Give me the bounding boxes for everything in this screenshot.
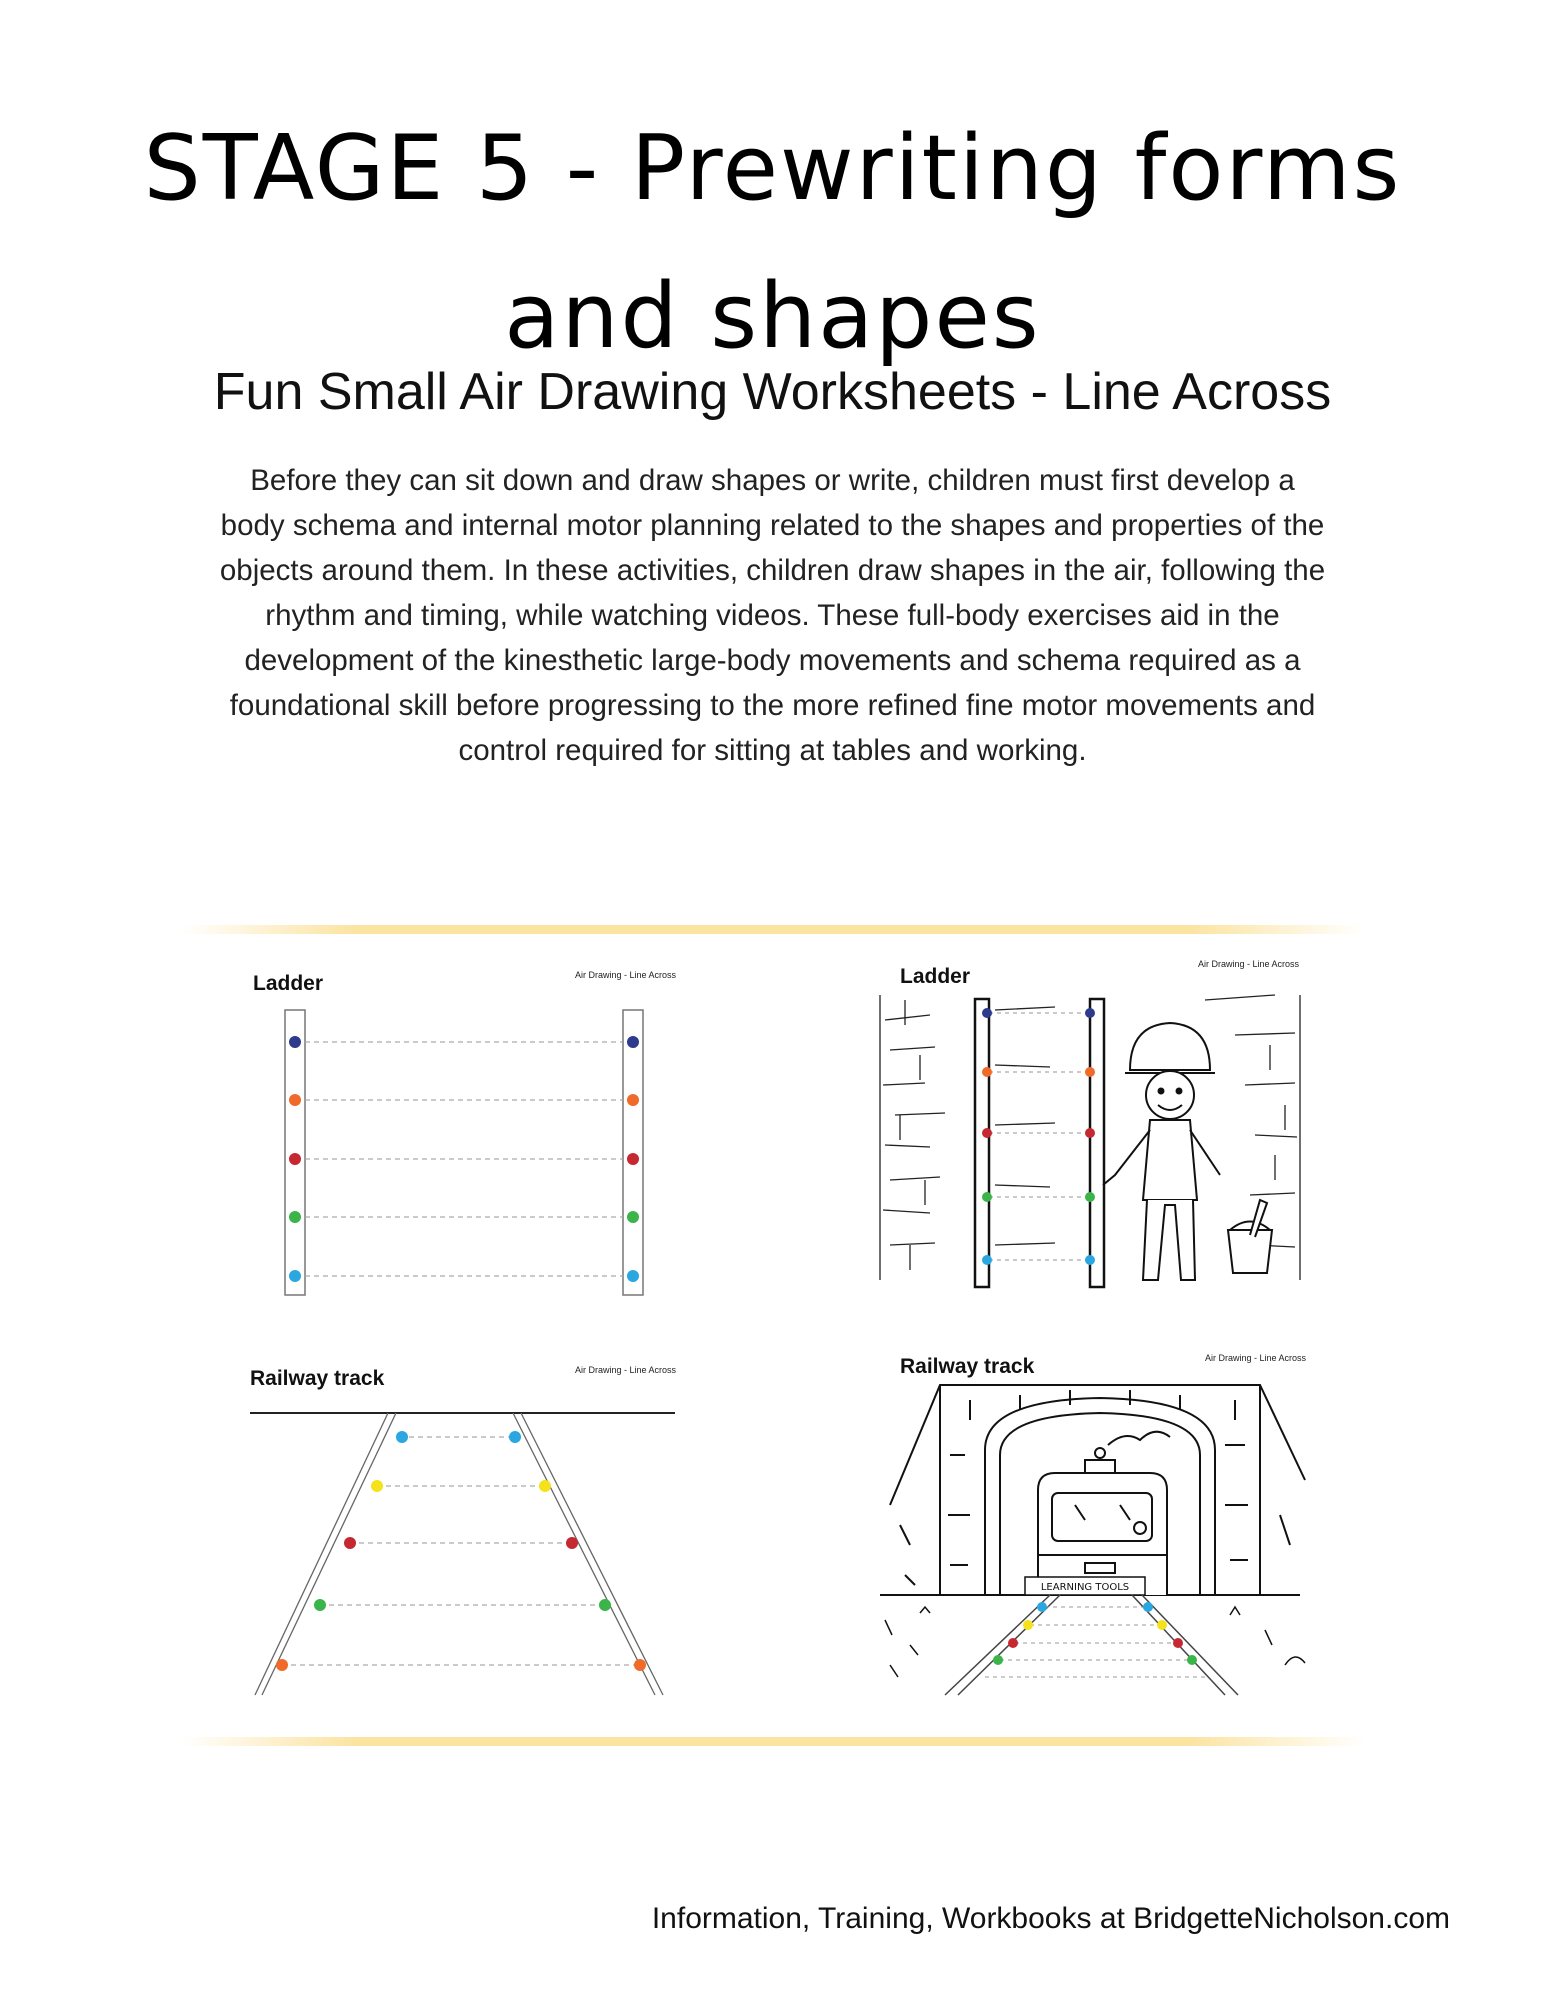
dot-orange: [1085, 1067, 1095, 1077]
dot-yellow: [539, 1480, 551, 1492]
dot-green: [314, 1599, 326, 1611]
dot-green: [1085, 1192, 1095, 1202]
worksheet-railway-plain: [250, 1355, 690, 1700]
dot-navy: [1085, 1008, 1095, 1018]
worksheet-ladder-illustrated: [875, 955, 1305, 1300]
page-subtitle: Fun Small Air Drawing Worksheets - Line Across: [213, 363, 1332, 421]
railway-rails: [945, 1595, 1238, 1695]
dot-blue: [396, 1431, 408, 1443]
worksheet-tag: Air Drawing - Line Across: [1205, 1353, 1307, 1363]
dot-yellow: [371, 1480, 383, 1492]
dot-green: [599, 1599, 611, 1611]
dot-red: [982, 1128, 992, 1138]
ladder-right-rail: [623, 1010, 643, 1295]
dot-blue: [1085, 1255, 1095, 1265]
ladder-right-rail: [1090, 999, 1104, 1287]
railway-drawing: [250, 1355, 690, 1700]
intro-line: rhythm and timing, while watching videos. These full-body exercises aid in the: [265, 599, 1280, 632]
train-sign-text: LEARNING TOOLS: [1040, 1582, 1130, 1593]
dot-green: [993, 1655, 1003, 1665]
dot-blue: [1037, 1602, 1047, 1612]
dot-orange: [982, 1067, 992, 1077]
ground-marks: [885, 1607, 1305, 1677]
railway-tunnel-drawing: [870, 1345, 1310, 1700]
ladder-drawing: [245, 960, 695, 1305]
dot-green: [289, 1211, 301, 1223]
dot-yellow: [1023, 1620, 1033, 1630]
dot-navy: [289, 1036, 301, 1048]
dot-blue: [982, 1255, 992, 1265]
paint-bucket: [1228, 1200, 1272, 1273]
ladder-left-rail: [285, 1010, 305, 1295]
dot-red: [344, 1537, 356, 1549]
intro-line: Before they can sit down and draw shapes or write, children must first develop a: [250, 464, 1295, 497]
worksheet-ladder-plain: [245, 960, 695, 1305]
worksheet-railway-illustrated: [870, 1345, 1310, 1700]
railway-rails: [255, 1413, 663, 1695]
railway-dots: [993, 1602, 1197, 1665]
worksheet-tag: Air Drawing - Line Across: [575, 1365, 677, 1375]
dot-red: [1173, 1638, 1183, 1648]
dot-blue: [1143, 1602, 1153, 1612]
page-title-line-2: and shapes: [504, 264, 1041, 369]
intro-line: objects around them. In these activities, children draw shapes in the air, following the: [219, 554, 1326, 587]
intro-line: body schema and internal motor planning related to the shapes and properties of the: [220, 509, 1325, 542]
dot-navy: [982, 1008, 992, 1018]
ladder-rungs: [305, 1042, 623, 1276]
intro-line: foundational skill before progressing to the more refined fine motor movements and: [229, 689, 1316, 722]
bottom-divider: [180, 1737, 1365, 1746]
dot-orange: [276, 1659, 288, 1671]
dot-red: [627, 1153, 639, 1165]
dot-blue: [509, 1431, 521, 1443]
dot-red: [289, 1153, 301, 1165]
intro-line: control required for sitting at tables and working.: [458, 734, 1087, 767]
dot-red: [1085, 1128, 1095, 1138]
intro-line: development of the kinesthetic large-body movements and schema required as a: [244, 644, 1301, 677]
dot-green: [982, 1192, 992, 1202]
intro-paragraph: [140, 458, 1405, 773]
dot-blue: [627, 1270, 639, 1282]
dot-green: [627, 1211, 639, 1223]
dot-red: [1008, 1638, 1018, 1648]
dot-orange: [634, 1659, 646, 1671]
dot-red: [566, 1537, 578, 1549]
page-title-line-1: STAGE 5 - Prewriting forms: [143, 116, 1402, 221]
railway-sleepers: [282, 1437, 640, 1665]
train: [1038, 1432, 1170, 1595]
ladder-rungs: [989, 1013, 1090, 1260]
worksheet-title: Railway track: [900, 1355, 1035, 1378]
dot-orange: [289, 1094, 301, 1106]
dot-green: [1187, 1655, 1197, 1665]
ladder-scene-drawing: [875, 955, 1305, 1300]
top-divider: [180, 925, 1365, 934]
worker-figure: [1103, 1023, 1220, 1280]
dot-yellow: [1157, 1620, 1167, 1630]
ladder-dots: [982, 1008, 1095, 1265]
ladder-left-rail: [975, 999, 989, 1287]
footer-credit: Information, Training, Workbooks at BridgetteNicholson.com: [651, 1902, 1450, 1935]
worksheet-title: Ladder: [253, 972, 324, 995]
dot-orange: [627, 1094, 639, 1106]
worksheet-title: Ladder: [900, 965, 971, 988]
worksheet-tag: Air Drawing - Line Across: [1198, 959, 1300, 969]
page-title: [0, 95, 1545, 391]
dot-blue: [289, 1270, 301, 1282]
worksheet-title: Railway track: [250, 1367, 385, 1390]
dot-navy: [627, 1036, 639, 1048]
worksheet-tag: Air Drawing - Line Across: [575, 970, 677, 980]
